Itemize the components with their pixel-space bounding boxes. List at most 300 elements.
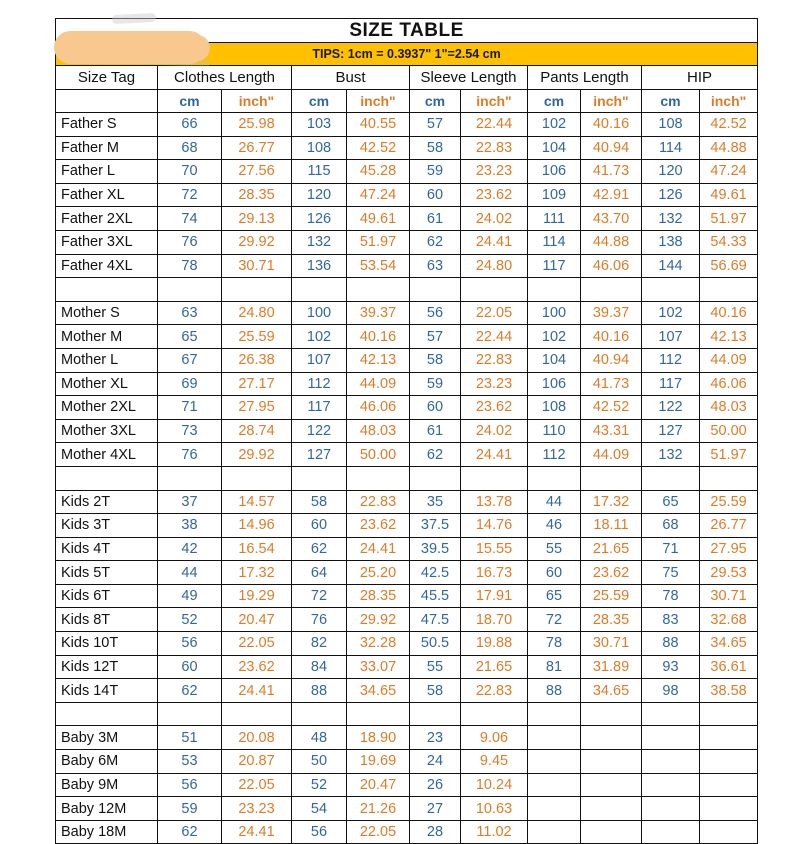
cell-father-xl-cm-0: 72 — [158, 183, 222, 207]
cell-kids-3t-cm-1: 60 — [292, 514, 347, 538]
cell-baby-6m-inch-4 — [700, 750, 758, 774]
row-father-xl — [56, 183, 758, 207]
cell-father-3xl-inch-3: 44.88 — [581, 230, 642, 254]
cell-father-2xl-cm-1: 126 — [292, 207, 347, 231]
cell-kids-5t-cm-2: 42.5 — [410, 561, 461, 585]
cell-kids-8t-inch-2: 18.70 — [461, 608, 528, 632]
cell-mother-s-cm-4: 102 — [642, 301, 700, 325]
size-tag-father-m: Father M — [56, 136, 158, 160]
empty-cell — [56, 466, 158, 490]
cell-baby-12m-inch-0: 23.23 — [222, 797, 292, 821]
cell-kids-12t-inch-1: 33.07 — [347, 655, 410, 679]
cell-baby-12m-cm-1: 54 — [292, 797, 347, 821]
size-tag-baby-9m: Baby 9M — [56, 773, 158, 797]
cell-baby-9m-inch-3 — [581, 773, 642, 797]
cell-mother-m-cm-1: 102 — [292, 325, 347, 349]
cell-kids-8t-cm-4: 83 — [642, 608, 700, 632]
size-tag-father-s: Father S — [56, 113, 158, 137]
cell-kids-3t-inch-4: 26.77 — [700, 514, 758, 538]
cell-kids-10t-cm-1: 82 — [292, 632, 347, 656]
cell-father-xl-cm-4: 126 — [642, 183, 700, 207]
size-tag-kids-6t: Kids 6T — [56, 584, 158, 608]
cell-baby-12m-inch-3 — [581, 797, 642, 821]
cell-baby-18m-inch-1: 22.05 — [347, 820, 410, 844]
size-tag-mother-xl: Mother XL — [56, 372, 158, 396]
cell-father-m-inch-0: 26.77 — [222, 136, 292, 160]
cell-kids-6t-cm-1: 72 — [292, 584, 347, 608]
cell-baby-3m-inch-4 — [700, 726, 758, 750]
size-tag-mother-l: Mother L — [56, 348, 158, 372]
size-table — [55, 18, 758, 844]
cell-baby-6m-cm-4 — [642, 750, 700, 774]
cell-baby-12m-cm-2: 27 — [410, 797, 461, 821]
cell-baby-18m-inch-2: 11.02 — [461, 820, 528, 844]
cell-father-xl-cm-1: 120 — [292, 183, 347, 207]
cell-father-2xl-cm-3: 111 — [528, 207, 581, 231]
cell-father-m-cm-0: 68 — [158, 136, 222, 160]
cell-kids-10t-cm-0: 56 — [158, 632, 222, 656]
size-tag-father-3xl: Father 3XL — [56, 230, 158, 254]
cell-baby-9m-inch-1: 20.47 — [347, 773, 410, 797]
cell-kids-2t-inch-2: 13.78 — [461, 490, 528, 514]
row-mother-m — [56, 325, 758, 349]
row-kids-6t — [56, 584, 758, 608]
cell-kids-8t-inch-4: 32.68 — [700, 608, 758, 632]
empty-cell — [700, 466, 758, 490]
cell-kids-8t-inch-0: 20.47 — [222, 608, 292, 632]
cell-baby-3m-cm-3 — [528, 726, 581, 750]
empty-cell — [581, 278, 642, 302]
cell-baby-18m-cm-2: 28 — [410, 820, 461, 844]
cell-kids-2t-inch-1: 22.83 — [347, 490, 410, 514]
cell-baby-9m-cm-0: 56 — [158, 773, 222, 797]
cell-father-2xl-inch-3: 43.70 — [581, 207, 642, 231]
cell-mother-3xl-inch-0: 28.74 — [222, 419, 292, 443]
cell-father-m-inch-4: 44.88 — [700, 136, 758, 160]
cell-mother-m-cm-0: 65 — [158, 325, 222, 349]
units-blank-cell — [56, 90, 158, 113]
row-kids-2t — [56, 490, 758, 514]
separator-row — [56, 278, 758, 302]
cell-father-l-inch-1: 45.28 — [347, 160, 410, 184]
cell-kids-4t-cm-0: 42 — [158, 537, 222, 561]
cell-father-2xl-inch-1: 49.61 — [347, 207, 410, 231]
cell-baby-12m-cm-4 — [642, 797, 700, 821]
cell-father-s-cm-3: 102 — [528, 113, 581, 137]
cell-baby-12m-cm-3 — [528, 797, 581, 821]
cell-mother-4xl-cm-0: 76 — [158, 443, 222, 467]
cell-kids-10t-inch-1: 32.28 — [347, 632, 410, 656]
size-tag-mother-2xl: Mother 2XL — [56, 396, 158, 420]
cell-father-s-cm-0: 66 — [158, 113, 222, 137]
cell-mother-xl-inch-4: 46.06 — [700, 372, 758, 396]
row-mother-2xl — [56, 396, 758, 420]
cell-kids-5t-inch-1: 25.20 — [347, 561, 410, 585]
size-tag-baby-6m: Baby 6M — [56, 750, 158, 774]
cell-baby-6m-cm-2: 24 — [410, 750, 461, 774]
size-tag-father-l: Father L — [56, 160, 158, 184]
cell-kids-10t-cm-4: 88 — [642, 632, 700, 656]
row-father-2xl — [56, 207, 758, 231]
cell-father-l-inch-3: 41.73 — [581, 160, 642, 184]
cell-kids-8t-cm-0: 52 — [158, 608, 222, 632]
cell-father-4xl-inch-3: 46.06 — [581, 254, 642, 278]
cell-father-s-inch-4: 42.52 — [700, 113, 758, 137]
cell-kids-3t-cm-2: 37.5 — [410, 514, 461, 538]
cell-mother-m-cm-2: 57 — [410, 325, 461, 349]
row-father-s — [56, 113, 758, 137]
cell-baby-18m-cm-4 — [642, 820, 700, 844]
separator-row — [56, 702, 758, 726]
cell-kids-4t-cm-1: 62 — [292, 537, 347, 561]
cell-kids-5t-inch-0: 17.32 — [222, 561, 292, 585]
cell-kids-12t-cm-1: 84 — [292, 655, 347, 679]
empty-cell — [347, 466, 410, 490]
size-tag-mother-4xl: Mother 4XL — [56, 443, 158, 467]
size-tag-kids-3t: Kids 3T — [56, 514, 158, 538]
cell-kids-5t-cm-0: 44 — [158, 561, 222, 585]
cell-mother-3xl-inch-3: 43.31 — [581, 419, 642, 443]
cell-mother-2xl-cm-3: 108 — [528, 396, 581, 420]
cell-mother-2xl-cm-1: 117 — [292, 396, 347, 420]
cell-baby-6m-cm-0: 53 — [158, 750, 222, 774]
cell-kids-14t-cm-4: 98 — [642, 679, 700, 703]
cell-mother-2xl-inch-1: 46.06 — [347, 396, 410, 420]
cell-kids-3t-cm-4: 68 — [642, 514, 700, 538]
cell-kids-2t-inch-4: 25.59 — [700, 490, 758, 514]
cell-kids-12t-cm-4: 93 — [642, 655, 700, 679]
cell-mother-2xl-inch-0: 27.95 — [222, 396, 292, 420]
cell-father-m-inch-3: 40.94 — [581, 136, 642, 160]
cell-kids-8t-cm-2: 47.5 — [410, 608, 461, 632]
cell-kids-14t-cm-0: 62 — [158, 679, 222, 703]
cell-mother-l-cm-1: 107 — [292, 348, 347, 372]
empty-cell — [158, 466, 222, 490]
cell-mother-xl-cm-2: 59 — [410, 372, 461, 396]
cell-mother-4xl-cm-1: 127 — [292, 443, 347, 467]
cell-kids-4t-inch-0: 16.54 — [222, 537, 292, 561]
cell-father-s-inch-0: 25.98 — [222, 113, 292, 137]
cell-father-4xl-cm-1: 136 — [292, 254, 347, 278]
separator-row — [56, 466, 758, 490]
cell-kids-2t-cm-3: 44 — [528, 490, 581, 514]
cell-baby-18m-inch-3 — [581, 820, 642, 844]
empty-cell — [700, 702, 758, 726]
cell-mother-4xl-inch-2: 24.41 — [461, 443, 528, 467]
unit-cm-bust: cm — [292, 90, 347, 113]
row-baby-9m — [56, 773, 758, 797]
cell-father-l-cm-1: 115 — [292, 160, 347, 184]
cell-mother-l-inch-2: 22.83 — [461, 348, 528, 372]
empty-cell — [528, 278, 581, 302]
empty-cell — [528, 466, 581, 490]
cell-baby-6m-cm-1: 50 — [292, 750, 347, 774]
row-father-m — [56, 136, 758, 160]
cell-baby-9m-inch-0: 22.05 — [222, 773, 292, 797]
cell-kids-12t-inch-2: 21.65 — [461, 655, 528, 679]
empty-cell — [292, 702, 347, 726]
cell-father-2xl-inch-2: 24.02 — [461, 207, 528, 231]
cell-kids-3t-inch-2: 14.76 — [461, 514, 528, 538]
cell-kids-5t-inch-2: 16.73 — [461, 561, 528, 585]
cell-father-l-inch-0: 27.56 — [222, 160, 292, 184]
cell-kids-5t-cm-4: 75 — [642, 561, 700, 585]
size-tag-kids-5t: Kids 5T — [56, 561, 158, 585]
size-tag-father-xl: Father XL — [56, 183, 158, 207]
size-tag-kids-14t: Kids 14T — [56, 679, 158, 703]
cell-father-xl-cm-2: 60 — [410, 183, 461, 207]
cell-mother-l-inch-0: 26.38 — [222, 348, 292, 372]
cell-mother-xl-inch-1: 44.09 — [347, 372, 410, 396]
size-tag-kids-2t: Kids 2T — [56, 490, 158, 514]
empty-cell — [410, 278, 461, 302]
cell-mother-3xl-cm-2: 61 — [410, 419, 461, 443]
cell-mother-xl-inch-3: 41.73 — [581, 372, 642, 396]
row-baby-3m — [56, 726, 758, 750]
empty-cell — [222, 466, 292, 490]
cell-baby-18m-inch-0: 24.41 — [222, 820, 292, 844]
cell-mother-xl-cm-4: 117 — [642, 372, 700, 396]
cell-mother-3xl-inch-2: 24.02 — [461, 419, 528, 443]
cell-mother-m-inch-1: 40.16 — [347, 325, 410, 349]
cell-father-l-inch-4: 47.24 — [700, 160, 758, 184]
cell-father-l-cm-4: 120 — [642, 160, 700, 184]
size-tag-mother-m: Mother M — [56, 325, 158, 349]
cell-kids-6t-cm-2: 45.5 — [410, 584, 461, 608]
unit-inch-hip: inch" — [700, 90, 758, 113]
row-kids-10t — [56, 632, 758, 656]
cell-kids-10t-inch-2: 19.88 — [461, 632, 528, 656]
cell-kids-14t-inch-1: 34.65 — [347, 679, 410, 703]
cell-mother-l-cm-3: 104 — [528, 348, 581, 372]
cell-mother-m-inch-2: 22.44 — [461, 325, 528, 349]
row-kids-4t — [56, 537, 758, 561]
cell-father-2xl-cm-4: 132 — [642, 207, 700, 231]
unit-inch-pants-length: inch" — [581, 90, 642, 113]
empty-cell — [347, 702, 410, 726]
empty-cell — [642, 702, 700, 726]
cell-kids-2t-cm-1: 58 — [292, 490, 347, 514]
cell-father-3xl-inch-0: 29.92 — [222, 230, 292, 254]
cell-mother-4xl-cm-3: 112 — [528, 443, 581, 467]
cell-father-4xl-cm-0: 78 — [158, 254, 222, 278]
cell-father-3xl-cm-1: 132 — [292, 230, 347, 254]
cell-father-s-inch-1: 40.55 — [347, 113, 410, 137]
cell-baby-3m-inch-2: 9.06 — [461, 726, 528, 750]
cell-baby-3m-cm-1: 48 — [292, 726, 347, 750]
cell-mother-l-inch-1: 42.13 — [347, 348, 410, 372]
empty-cell — [158, 278, 222, 302]
cell-father-xl-cm-3: 109 — [528, 183, 581, 207]
unit-inch-sleeve-length: inch" — [461, 90, 528, 113]
cell-baby-12m-inch-4 — [700, 797, 758, 821]
cell-kids-10t-cm-2: 50.5 — [410, 632, 461, 656]
empty-cell — [528, 702, 581, 726]
cell-mother-s-inch-1: 39.37 — [347, 301, 410, 325]
cell-father-s-inch-2: 22.44 — [461, 113, 528, 137]
empty-cell — [410, 466, 461, 490]
cell-kids-3t-cm-0: 38 — [158, 514, 222, 538]
cell-mother-l-cm-4: 112 — [642, 348, 700, 372]
cell-mother-m-cm-4: 107 — [642, 325, 700, 349]
cell-mother-xl-cm-1: 112 — [292, 372, 347, 396]
cell-mother-s-inch-3: 39.37 — [581, 301, 642, 325]
cell-father-l-cm-0: 70 — [158, 160, 222, 184]
cell-kids-8t-inch-3: 28.35 — [581, 608, 642, 632]
row-father-l — [56, 160, 758, 184]
cell-kids-6t-cm-4: 78 — [642, 584, 700, 608]
cell-mother-s-inch-4: 40.16 — [700, 301, 758, 325]
cell-kids-14t-cm-2: 58 — [410, 679, 461, 703]
cell-kids-2t-inch-0: 14.57 — [222, 490, 292, 514]
empty-cell — [642, 278, 700, 302]
cell-mother-3xl-cm-1: 122 — [292, 419, 347, 443]
cell-kids-10t-inch-4: 34.65 — [700, 632, 758, 656]
cell-kids-5t-cm-3: 60 — [528, 561, 581, 585]
cell-baby-12m-inch-1: 21.26 — [347, 797, 410, 821]
cell-baby-3m-inch-1: 18.90 — [347, 726, 410, 750]
cell-mother-4xl-cm-2: 62 — [410, 443, 461, 467]
cell-baby-3m-inch-0: 20.08 — [222, 726, 292, 750]
cell-father-s-cm-1: 103 — [292, 113, 347, 137]
size-tag-kids-4t: Kids 4T — [56, 537, 158, 561]
cell-baby-3m-inch-3 — [581, 726, 642, 750]
empty-cell — [700, 278, 758, 302]
cell-father-3xl-cm-4: 138 — [642, 230, 700, 254]
row-mother-4xl — [56, 443, 758, 467]
cell-father-4xl-inch-2: 24.80 — [461, 254, 528, 278]
cell-father-4xl-inch-4: 56.69 — [700, 254, 758, 278]
size-tag-baby-3m: Baby 3M — [56, 726, 158, 750]
cell-father-4xl-cm-4: 144 — [642, 254, 700, 278]
unit-cm-pants-length: cm — [528, 90, 581, 113]
row-baby-12m — [56, 797, 758, 821]
cell-baby-9m-cm-4 — [642, 773, 700, 797]
cell-father-3xl-inch-4: 54.33 — [700, 230, 758, 254]
cell-kids-10t-inch-0: 22.05 — [222, 632, 292, 656]
empty-cell — [581, 466, 642, 490]
group-header-hip: HIP — [642, 66, 758, 90]
cell-father-l-cm-3: 106 — [528, 160, 581, 184]
cell-mother-xl-inch-0: 27.17 — [222, 372, 292, 396]
cell-father-2xl-inch-0: 29.13 — [222, 207, 292, 231]
empty-cell — [461, 466, 528, 490]
cell-kids-2t-cm-4: 65 — [642, 490, 700, 514]
row-mother-3xl — [56, 419, 758, 443]
unit-inch-bust: inch" — [347, 90, 410, 113]
cell-mother-4xl-inch-1: 50.00 — [347, 443, 410, 467]
cell-mother-l-inch-4: 44.09 — [700, 348, 758, 372]
cell-kids-6t-inch-3: 25.59 — [581, 584, 642, 608]
cell-mother-s-cm-0: 63 — [158, 301, 222, 325]
cell-baby-18m-cm-3 — [528, 820, 581, 844]
size-tag-father-4xl: Father 4XL — [56, 254, 158, 278]
cell-baby-12m-cm-0: 59 — [158, 797, 222, 821]
redaction-smudge-tail — [170, 35, 210, 61]
cell-baby-6m-inch-3 — [581, 750, 642, 774]
cell-father-2xl-inch-4: 51.97 — [700, 207, 758, 231]
empty-cell — [56, 702, 158, 726]
unit-cm-hip: cm — [642, 90, 700, 113]
unit-cm-sleeve-length: cm — [410, 90, 461, 113]
cell-mother-s-inch-0: 24.80 — [222, 301, 292, 325]
cell-mother-3xl-cm-0: 73 — [158, 419, 222, 443]
cell-baby-9m-inch-4 — [700, 773, 758, 797]
cell-father-l-cm-2: 59 — [410, 160, 461, 184]
row-mother-s — [56, 301, 758, 325]
cell-kids-4t-cm-3: 55 — [528, 537, 581, 561]
row-father-4xl — [56, 254, 758, 278]
cell-baby-12m-inch-2: 10.63 — [461, 797, 528, 821]
cell-kids-8t-cm-3: 72 — [528, 608, 581, 632]
empty-cell — [461, 702, 528, 726]
row-kids-12t — [56, 655, 758, 679]
cell-baby-6m-cm-3 — [528, 750, 581, 774]
empty-cell — [642, 466, 700, 490]
cell-kids-6t-inch-1: 28.35 — [347, 584, 410, 608]
cell-mother-4xl-inch-3: 44.09 — [581, 443, 642, 467]
cell-kids-2t-cm-0: 37 — [158, 490, 222, 514]
cell-kids-4t-inch-2: 15.55 — [461, 537, 528, 561]
row-kids-8t — [56, 608, 758, 632]
cell-father-3xl-cm-2: 62 — [410, 230, 461, 254]
cell-mother-3xl-cm-3: 110 — [528, 419, 581, 443]
cell-baby-6m-inch-2: 9.45 — [461, 750, 528, 774]
cell-mother-s-cm-3: 100 — [528, 301, 581, 325]
cell-father-m-inch-1: 42.52 — [347, 136, 410, 160]
group-header-sleeve-length: Sleeve Length — [410, 66, 528, 90]
cell-kids-14t-cm-1: 88 — [292, 679, 347, 703]
cell-father-m-inch-2: 22.83 — [461, 136, 528, 160]
row-kids-5t — [56, 561, 758, 585]
cell-baby-18m-inch-4 — [700, 820, 758, 844]
cell-father-4xl-inch-1: 53.54 — [347, 254, 410, 278]
cell-baby-6m-inch-1: 19.69 — [347, 750, 410, 774]
row-kids-14t — [56, 679, 758, 703]
cell-kids-4t-cm-4: 71 — [642, 537, 700, 561]
size-tag-baby-18m: Baby 18M — [56, 820, 158, 844]
cell-mother-4xl-inch-0: 29.92 — [222, 443, 292, 467]
row-baby-6m — [56, 750, 758, 774]
cell-kids-5t-inch-4: 29.53 — [700, 561, 758, 585]
cell-father-xl-inch-1: 47.24 — [347, 183, 410, 207]
cell-father-m-cm-3: 104 — [528, 136, 581, 160]
cell-baby-9m-cm-1: 52 — [292, 773, 347, 797]
cell-baby-3m-cm-2: 23 — [410, 726, 461, 750]
cell-kids-14t-inch-3: 34.65 — [581, 679, 642, 703]
empty-cell — [56, 278, 158, 302]
cell-father-3xl-cm-0: 76 — [158, 230, 222, 254]
size-tag-baby-12m: Baby 12M — [56, 797, 158, 821]
cell-father-s-cm-4: 108 — [642, 113, 700, 137]
empty-cell — [292, 466, 347, 490]
size-tag-kids-10t: Kids 10T — [56, 632, 158, 656]
cell-kids-4t-inch-3: 21.65 — [581, 537, 642, 561]
cell-father-4xl-cm-3: 117 — [528, 254, 581, 278]
cell-kids-6t-cm-3: 65 — [528, 584, 581, 608]
cell-kids-3t-inch-3: 18.11 — [581, 514, 642, 538]
group-header-clothes-length: Clothes Length — [158, 66, 292, 90]
cell-mother-l-inch-3: 40.94 — [581, 348, 642, 372]
cell-father-xl-inch-3: 42.91 — [581, 183, 642, 207]
cell-kids-3t-inch-0: 14.96 — [222, 514, 292, 538]
cell-mother-xl-inch-2: 23.23 — [461, 372, 528, 396]
cell-father-l-inch-2: 23.23 — [461, 160, 528, 184]
cell-mother-s-cm-2: 56 — [410, 301, 461, 325]
cell-mother-s-cm-1: 100 — [292, 301, 347, 325]
cell-mother-m-inch-3: 40.16 — [581, 325, 642, 349]
cell-mother-4xl-cm-4: 132 — [642, 443, 700, 467]
